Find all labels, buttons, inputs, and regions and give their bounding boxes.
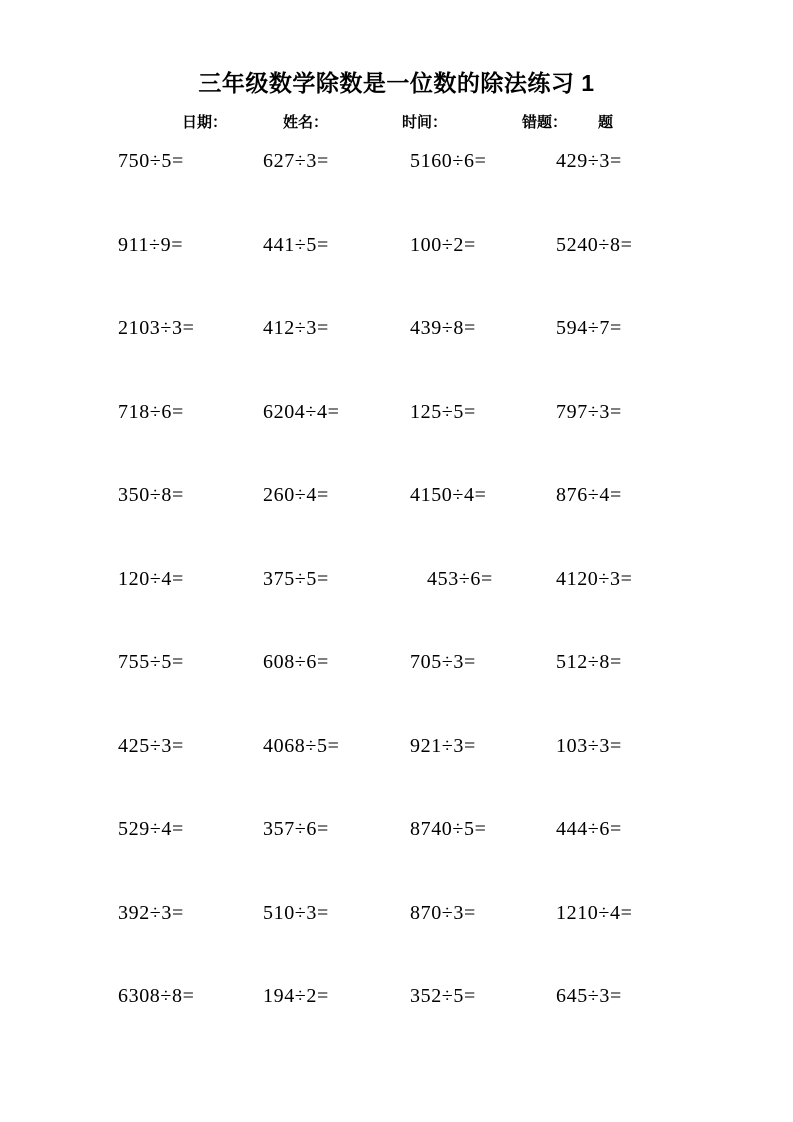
problem-row bbox=[118, 900, 793, 984]
division-problem: 439÷8= bbox=[410, 317, 476, 339]
problem-row bbox=[118, 315, 793, 399]
division-problem: 375÷5= bbox=[263, 567, 329, 590]
problem-row bbox=[118, 983, 793, 1067]
division-problem: 2103÷3= bbox=[118, 317, 195, 339]
time-label: 时间： bbox=[402, 114, 448, 131]
division-problem: 705÷3= bbox=[410, 651, 476, 673]
division-problem: 120÷4= bbox=[118, 567, 184, 590]
division-problem: 627÷3= bbox=[263, 150, 329, 172]
date-label: 日期： bbox=[182, 114, 228, 131]
division-problem: 6204÷4= bbox=[263, 400, 340, 423]
division-problem: 125÷5= bbox=[410, 400, 476, 423]
division-problem: 608÷6= bbox=[263, 651, 329, 673]
division-problem: 510÷3= bbox=[263, 901, 329, 924]
division-problem: 194÷2= bbox=[263, 985, 329, 1007]
division-problem: 453÷6= bbox=[427, 567, 493, 590]
division-problem: 100÷2= bbox=[410, 233, 476, 256]
problems-grid bbox=[118, 148, 793, 1067]
unit-label: 题 bbox=[598, 114, 614, 131]
division-problem: 103÷3= bbox=[556, 734, 622, 757]
division-problem: 921÷3= bbox=[410, 734, 476, 757]
division-problem: 412÷3= bbox=[263, 317, 329, 339]
problem-row bbox=[118, 232, 793, 316]
division-problem: 876÷4= bbox=[556, 484, 622, 506]
page-title: 三年级数学除数是一位数的除法练习 1 bbox=[198, 70, 595, 96]
division-problem: 718÷6= bbox=[118, 400, 184, 423]
division-problem: 645÷3= bbox=[556, 985, 622, 1007]
division-problem: 425÷3= bbox=[118, 734, 184, 757]
division-problem: 4120÷3= bbox=[556, 567, 633, 590]
wrong-count-label: 错题： bbox=[522, 114, 568, 131]
division-problem: 512÷8= bbox=[556, 651, 622, 673]
division-problem: 357÷6= bbox=[263, 818, 329, 840]
division-problem: 8740÷5= bbox=[410, 818, 487, 840]
division-problem: 6308÷8= bbox=[118, 985, 195, 1007]
problem-row bbox=[118, 566, 793, 650]
division-problem: 260÷4= bbox=[263, 484, 329, 506]
name-label: 姓名： bbox=[283, 114, 329, 131]
division-problem: 392÷3= bbox=[118, 901, 184, 924]
division-problem: 870÷3= bbox=[410, 901, 476, 924]
problem-row bbox=[118, 399, 793, 483]
division-problem: 4068÷5= bbox=[263, 734, 340, 757]
problem-row bbox=[118, 649, 793, 733]
problem-row bbox=[118, 148, 793, 232]
problem-row bbox=[118, 733, 793, 817]
header-fields bbox=[0, 112, 793, 136]
division-problem: 350÷8= bbox=[118, 484, 184, 506]
division-problem: 529÷4= bbox=[118, 818, 184, 840]
division-problem: 5160÷6= bbox=[410, 150, 487, 172]
division-problem: 5240÷8= bbox=[556, 233, 633, 256]
division-problem: 444÷6= bbox=[556, 818, 622, 840]
division-problem: 352÷5= bbox=[410, 985, 476, 1007]
problem-row bbox=[118, 816, 793, 900]
division-problem: 441÷5= bbox=[263, 233, 329, 256]
division-problem: 429÷3= bbox=[556, 150, 622, 172]
division-problem: 4150÷4= bbox=[410, 484, 487, 506]
division-problem: 594÷7= bbox=[556, 317, 622, 339]
division-problem: 755÷5= bbox=[118, 651, 184, 673]
division-problem: 750÷5= bbox=[118, 150, 184, 172]
division-problem: 797÷3= bbox=[556, 400, 622, 423]
problem-row bbox=[118, 482, 793, 566]
division-problem: 1210÷4= bbox=[556, 901, 633, 924]
division-problem: 911÷9= bbox=[118, 233, 184, 256]
